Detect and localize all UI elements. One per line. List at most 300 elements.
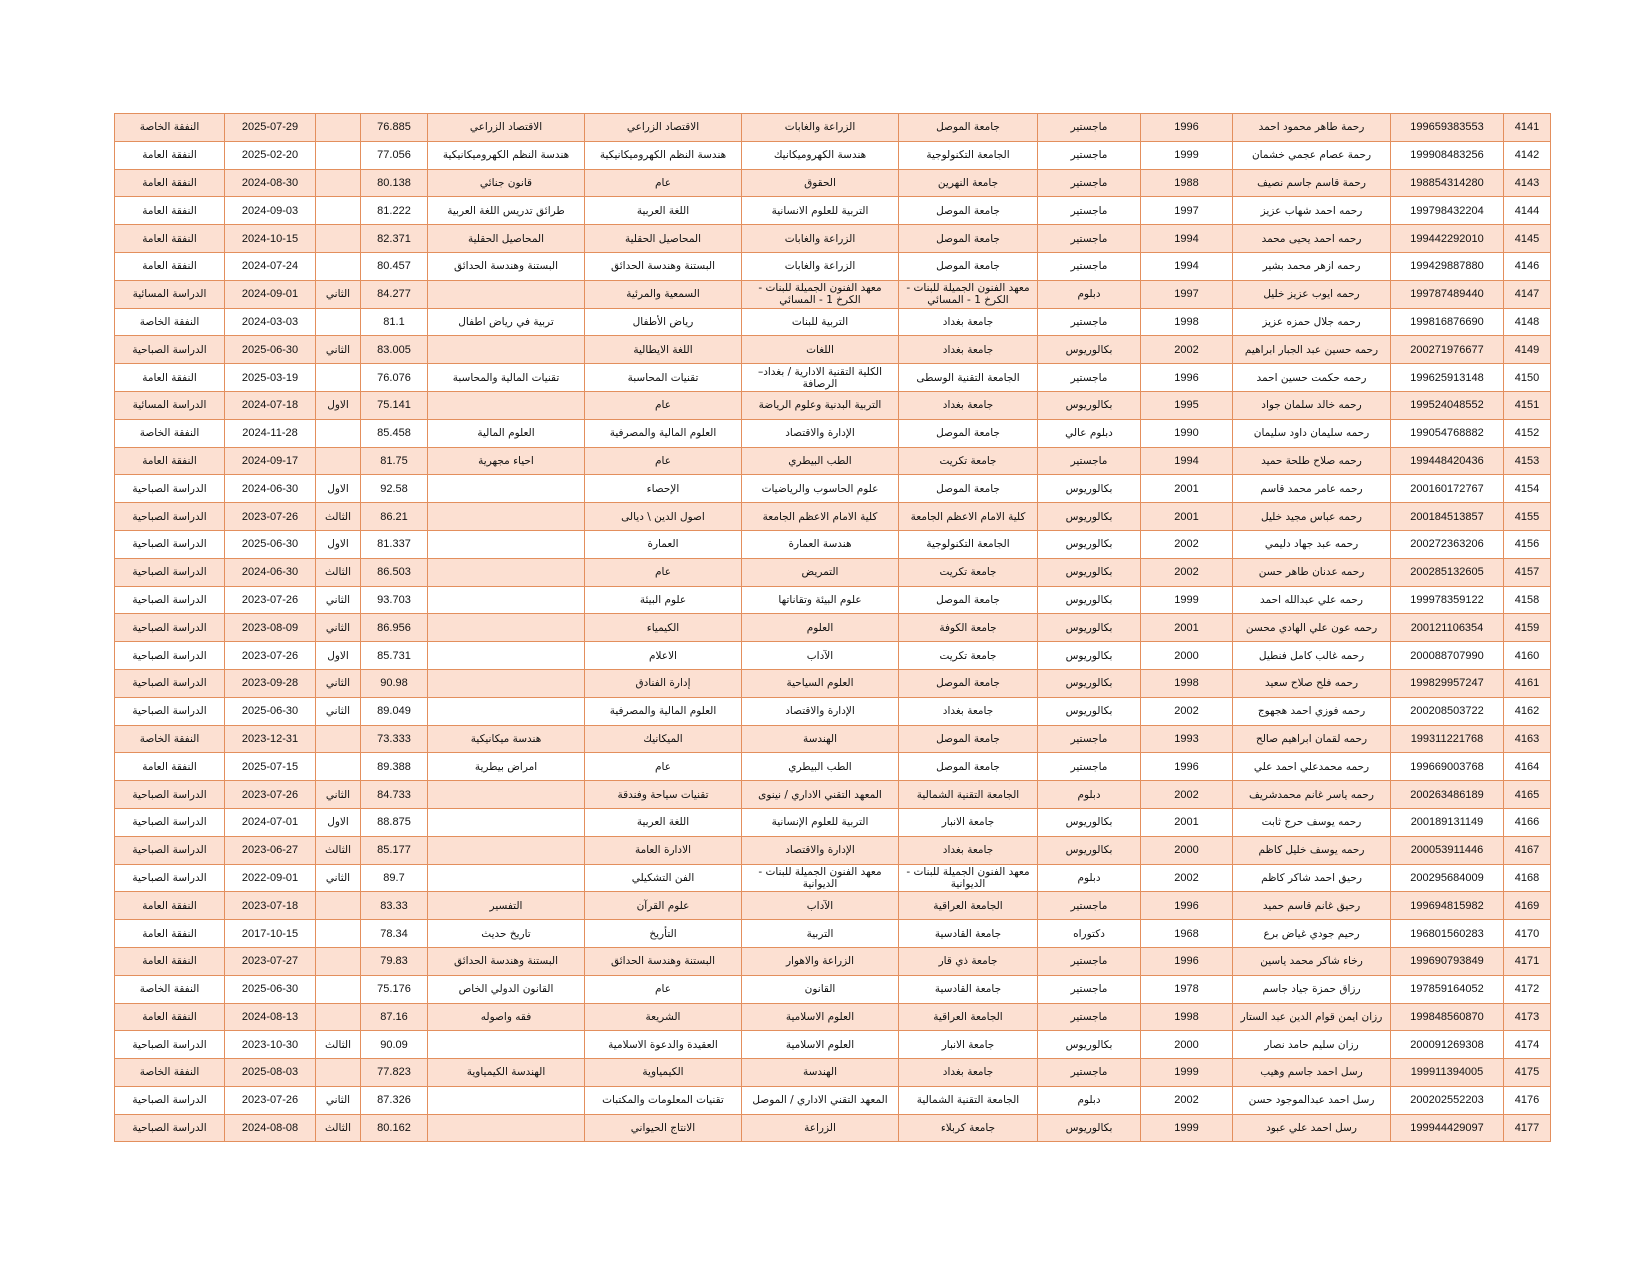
table-row [115, 558, 1551, 586]
cell-birth-year: 1996 [1141, 753, 1233, 781]
cell-department: الانتاج الحيواني [585, 1114, 742, 1142]
cell-study-type: النفقة العامة [115, 1003, 225, 1031]
cell-rank [316, 447, 361, 475]
table-row [115, 808, 1551, 836]
cell-grade-average: 86.503 [361, 558, 428, 586]
cell-study-type: الدراسة الصباحية [115, 836, 225, 864]
cell-college: الزراعة والغابات [742, 114, 899, 142]
cell-degree: ماجستير [1038, 1059, 1141, 1087]
cell-grade-average: 82.371 [361, 225, 428, 253]
cell-birth-year: 2002 [1141, 781, 1233, 809]
cell-grade-average: 86.21 [361, 503, 428, 531]
cell-national-id: 200091269308 [1391, 1031, 1504, 1059]
cell-department: عام [585, 169, 742, 197]
cell-full-name: رحمة قاسم جاسم نصيف [1233, 169, 1391, 197]
cell-birth-year: 1999 [1141, 141, 1233, 169]
cell-department: تقنيات المحاسبة [585, 364, 742, 392]
cell-degree: ماجستير [1038, 1003, 1141, 1031]
cell-degree: ماجستير [1038, 447, 1141, 475]
cell-grade-average: 84.733 [361, 781, 428, 809]
cell-seq-number: 4166 [1504, 808, 1551, 836]
cell-college: الآداب [742, 892, 899, 920]
cell-rank [316, 1059, 361, 1087]
cell-study-type: الدراسة الصباحية [115, 669, 225, 697]
cell-rank: الاول [316, 475, 361, 503]
cell-specialization: المحاصيل الحقلية [428, 225, 585, 253]
cell-study-type: النفقة العامة [115, 447, 225, 475]
cell-college: القانون [742, 975, 899, 1003]
cell-college: معهد الفنون الجميلة للبنات - الكرخ 1 - المسائي [742, 280, 899, 308]
cell-seq-number: 4164 [1504, 753, 1551, 781]
cell-grade-average: 87.16 [361, 1003, 428, 1031]
cell-study-type: الدراسة الصباحية [115, 614, 225, 642]
cell-university: جامعة الموصل [899, 225, 1038, 253]
cell-grade-average: 80.162 [361, 1114, 428, 1142]
cell-college: علوم الحاسوب والرياضيات [742, 475, 899, 503]
cell-graduation-date: 2024-07-24 [225, 252, 316, 280]
cell-graduation-date: 2024-06-30 [225, 475, 316, 503]
cell-department: الفن التشكيلي [585, 864, 742, 892]
cell-seq-number: 4174 [1504, 1031, 1551, 1059]
cell-seq-number: 4151 [1504, 391, 1551, 419]
cell-degree: ماجستير [1038, 947, 1141, 975]
cell-college: المعهد التقني الاداري / نينوى [742, 781, 899, 809]
cell-full-name: رحمه حسين عبد الجبار ابراهيم [1233, 336, 1391, 364]
cell-degree: ماجستير [1038, 364, 1141, 392]
cell-national-id: 200263486189 [1391, 781, 1504, 809]
cell-university: جامعة الموصل [899, 475, 1038, 503]
cell-specialization [428, 503, 585, 531]
cell-grade-average: 85.731 [361, 642, 428, 670]
cell-department: عام [585, 447, 742, 475]
table-row [115, 530, 1551, 558]
cell-university: جامعة الانبار [899, 808, 1038, 836]
cell-university: جامعة ذي قار [899, 947, 1038, 975]
cell-university: جامعة كربلاء [899, 1114, 1038, 1142]
cell-department: العمارة [585, 530, 742, 558]
cell-full-name: رخاء شاكر محمد ياسين [1233, 947, 1391, 975]
cell-birth-year: 2002 [1141, 530, 1233, 558]
cell-graduation-date: 2023-07-26 [225, 586, 316, 614]
cell-graduation-date: 2023-12-31 [225, 725, 316, 753]
cell-degree: ماجستير [1038, 197, 1141, 225]
cell-birth-year: 1998 [1141, 1003, 1233, 1031]
cell-graduation-date: 2024-09-17 [225, 447, 316, 475]
cell-seq-number: 4163 [1504, 725, 1551, 753]
cell-national-id: 200208503722 [1391, 697, 1504, 725]
cell-full-name: رحيق غانم قاسم حميد [1233, 892, 1391, 920]
cell-birth-year: 2000 [1141, 642, 1233, 670]
cell-seq-number: 4154 [1504, 475, 1551, 503]
cell-specialization [428, 808, 585, 836]
cell-college: معهد الفنون الجميلة للبنات - الديوانية [742, 864, 899, 892]
cell-national-id: 200202552203 [1391, 1086, 1504, 1114]
cell-rank [316, 308, 361, 336]
cell-study-type: الدراسة الصباحية [115, 1086, 225, 1114]
cell-degree: ماجستير [1038, 169, 1141, 197]
cell-degree: بكالوريوس [1038, 614, 1141, 642]
cell-full-name: رزان سليم حامد نصار [1233, 1031, 1391, 1059]
cell-birth-year: 2001 [1141, 614, 1233, 642]
cell-college: الطب البيطري [742, 447, 899, 475]
cell-department: الميكانيك [585, 725, 742, 753]
cell-grade-average: 89.049 [361, 697, 428, 725]
cell-college: التربية للعلوم الإنسانية [742, 808, 899, 836]
cell-university: جامعة الانبار [899, 1031, 1038, 1059]
table-row [115, 1031, 1551, 1059]
cell-study-type: الدراسة الصباحية [115, 558, 225, 586]
cell-birth-year: 1997 [1141, 280, 1233, 308]
cell-full-name: رسل احمد جاسم وهيب [1233, 1059, 1391, 1087]
cell-national-id: 199798432204 [1391, 197, 1504, 225]
cell-national-id: 200184513857 [1391, 503, 1504, 531]
cell-graduation-date: 2023-07-27 [225, 947, 316, 975]
cell-national-id: 199669003768 [1391, 753, 1504, 781]
table-row [115, 975, 1551, 1003]
cell-seq-number: 4150 [1504, 364, 1551, 392]
cell-degree: بكالوريوس [1038, 642, 1141, 670]
cell-grade-average: 81.75 [361, 447, 428, 475]
cell-degree: بكالوريوس [1038, 669, 1141, 697]
cell-seq-number: 4144 [1504, 197, 1551, 225]
cell-national-id: 199908483256 [1391, 141, 1504, 169]
cell-graduation-date: 2024-07-18 [225, 391, 316, 419]
cell-study-type: الدراسة الصباحية [115, 808, 225, 836]
cell-seq-number: 4176 [1504, 1086, 1551, 1114]
cell-college: التمريض [742, 558, 899, 586]
cell-specialization: تقنيات المالية والمحاسبة [428, 364, 585, 392]
table-row [115, 642, 1551, 670]
cell-full-name: رحمه احمد يحيى محمد [1233, 225, 1391, 253]
cell-degree: ماجستير [1038, 225, 1141, 253]
cell-birth-year: 1994 [1141, 225, 1233, 253]
cell-study-type: النفقة العامة [115, 169, 225, 197]
cell-rank: الثالث [316, 558, 361, 586]
cell-national-id: 200271976677 [1391, 336, 1504, 364]
cell-study-type: النفقة العامة [115, 920, 225, 948]
table-row [115, 1059, 1551, 1087]
cell-national-id: 199787489440 [1391, 280, 1504, 308]
cell-degree: ماجستير [1038, 975, 1141, 1003]
table-row [115, 725, 1551, 753]
cell-study-type: النفقة الخاصة [115, 1059, 225, 1087]
cell-college: الآداب [742, 642, 899, 670]
cell-rank [316, 419, 361, 447]
cell-university: جامعة الموصل [899, 586, 1038, 614]
cell-national-id: 199944429097 [1391, 1114, 1504, 1142]
cell-national-id: 197859164052 [1391, 975, 1504, 1003]
cell-department: السمعية والمرئية [585, 280, 742, 308]
cell-grade-average: 77.056 [361, 141, 428, 169]
cell-birth-year: 2001 [1141, 503, 1233, 531]
cell-seq-number: 4169 [1504, 892, 1551, 920]
cell-grade-average: 85.177 [361, 836, 428, 864]
cell-study-type: الدراسة الصباحية [115, 475, 225, 503]
cell-full-name: رحمه عباس مجيد خليل [1233, 503, 1391, 531]
cell-specialization [428, 1086, 585, 1114]
cell-grade-average: 80.138 [361, 169, 428, 197]
cell-department: تقنيات المعلومات والمكتبات [585, 1086, 742, 1114]
cell-birth-year: 1999 [1141, 586, 1233, 614]
cell-graduation-date: 2023-09-28 [225, 669, 316, 697]
cell-national-id: 199690793849 [1391, 947, 1504, 975]
cell-full-name: رحمه ايوب عزيز خليل [1233, 280, 1391, 308]
cell-department: العلوم المالية والمصرفية [585, 419, 742, 447]
cell-rank: الثاني [316, 336, 361, 364]
cell-national-id: 200121106354 [1391, 614, 1504, 642]
cell-college: العلوم الاسلامية [742, 1003, 899, 1031]
cell-full-name: رحمه احمد شهاب عزيز [1233, 197, 1391, 225]
cell-birth-year: 1995 [1141, 391, 1233, 419]
cell-grade-average: 81.222 [361, 197, 428, 225]
cell-full-name: رحمه فوزي احمد هجهوج [1233, 697, 1391, 725]
cell-college: الزراعة والغابات [742, 225, 899, 253]
cell-national-id: 200285132605 [1391, 558, 1504, 586]
cell-graduation-date: 2025-06-30 [225, 530, 316, 558]
cell-degree: بكالوريوس [1038, 1031, 1141, 1059]
cell-college: التربية البدنية وعلوم الرياضة [742, 391, 899, 419]
cell-specialization: هندسة ميكانيكية [428, 725, 585, 753]
cell-grade-average: 90.98 [361, 669, 428, 697]
cell-university: جامعة الموصل [899, 725, 1038, 753]
cell-specialization: البستنة وهندسة الحدائق [428, 252, 585, 280]
table-row [115, 836, 1551, 864]
cell-grade-average: 93.703 [361, 586, 428, 614]
cell-specialization: هندسة النظم الكهروميكانيكية [428, 141, 585, 169]
cell-birth-year: 1994 [1141, 252, 1233, 280]
table-row [115, 1114, 1551, 1142]
cell-university: جامعة بغداد [899, 308, 1038, 336]
cell-department: تقنيات سياحة وفندقة [585, 781, 742, 809]
cell-specialization: البستنة وهندسة الحدائق [428, 947, 585, 975]
cell-specialization [428, 864, 585, 892]
cell-graduation-date: 2025-06-30 [225, 336, 316, 364]
cell-seq-number: 4167 [1504, 836, 1551, 864]
cell-degree: بكالوريوس [1038, 503, 1141, 531]
cell-specialization [428, 614, 585, 642]
cell-university: جامعة الموصل [899, 669, 1038, 697]
cell-specialization [428, 530, 585, 558]
table-row [115, 614, 1551, 642]
cell-department: المحاصيل الحقلية [585, 225, 742, 253]
cell-birth-year: 2002 [1141, 1086, 1233, 1114]
cell-grade-average: 90.09 [361, 1031, 428, 1059]
cell-rank [316, 920, 361, 948]
cell-rank: الثالث [316, 1031, 361, 1059]
cell-rank [316, 947, 361, 975]
cell-rank [316, 1003, 361, 1031]
cell-university: معهد الفنون الجميلة للبنات - الكرخ 1 - المسائي [899, 280, 1038, 308]
cell-grade-average: 79.83 [361, 947, 428, 975]
cell-department: علوم القرآن [585, 892, 742, 920]
cell-grade-average: 75.176 [361, 975, 428, 1003]
cell-study-type: الدراسة الصباحية [115, 697, 225, 725]
cell-graduation-date: 2024-08-30 [225, 169, 316, 197]
cell-department: الكيمياء [585, 614, 742, 642]
cell-rank: الثاني [316, 864, 361, 892]
cell-grade-average: 87.326 [361, 1086, 428, 1114]
cell-full-name: رحمه عون علي الهادي محسن [1233, 614, 1391, 642]
cell-full-name: رحمه جلال حمزه عزيز [1233, 308, 1391, 336]
cell-full-name: رحمه يوسف خليل كاظم [1233, 836, 1391, 864]
cell-university: جامعة تكريت [899, 558, 1038, 586]
cell-degree: بكالوريوس [1038, 391, 1141, 419]
cell-degree: بكالوريوس [1038, 697, 1141, 725]
cell-department: العلوم المالية والمصرفية [585, 697, 742, 725]
cell-department: البستنة وهندسة الحدائق [585, 947, 742, 975]
cell-college: الإدارة والاقتصاد [742, 697, 899, 725]
cell-rank: الثاني [316, 781, 361, 809]
cell-full-name: رحمه سليمان داود سليمان [1233, 419, 1391, 447]
table-row [115, 391, 1551, 419]
cell-specialization [428, 280, 585, 308]
cell-full-name: رزاق حمزة جياد جاسم [1233, 975, 1391, 1003]
cell-national-id: 199848560870 [1391, 1003, 1504, 1031]
cell-degree: بكالوريوس [1038, 558, 1141, 586]
cell-rank: الثالث [316, 1114, 361, 1142]
cell-graduation-date: 2023-07-26 [225, 642, 316, 670]
cell-study-type: الدراسة الصباحية [115, 336, 225, 364]
cell-national-id: 199524048552 [1391, 391, 1504, 419]
cell-specialization: الهندسة الكيمياوية [428, 1059, 585, 1087]
table-row [115, 225, 1551, 253]
cell-rank: الثاني [316, 280, 361, 308]
cell-rank: الاول [316, 391, 361, 419]
cell-graduation-date: 2023-07-18 [225, 892, 316, 920]
cell-national-id: 199448420436 [1391, 447, 1504, 475]
cell-college: الهندسة [742, 1059, 899, 1087]
cell-college: الزراعة [742, 1114, 899, 1142]
cell-college: اللغات [742, 336, 899, 364]
cell-college: العلوم الاسلامية [742, 1031, 899, 1059]
cell-college: التربية للبنات [742, 308, 899, 336]
cell-seq-number: 4157 [1504, 558, 1551, 586]
table-row [115, 1003, 1551, 1031]
cell-seq-number: 4143 [1504, 169, 1551, 197]
cell-grade-average: 88.875 [361, 808, 428, 836]
cell-full-name: رحمه عدنان طاهر حسن [1233, 558, 1391, 586]
cell-national-id: 199659383553 [1391, 114, 1504, 142]
cell-birth-year: 1988 [1141, 169, 1233, 197]
cell-rank [316, 753, 361, 781]
cell-university: جامعة الموصل [899, 197, 1038, 225]
cell-degree: بكالوريوس [1038, 475, 1141, 503]
cell-graduation-date: 2022-09-01 [225, 864, 316, 892]
cell-national-id: 199054768882 [1391, 419, 1504, 447]
cell-specialization: فقه واصوله [428, 1003, 585, 1031]
cell-birth-year: 1994 [1141, 447, 1233, 475]
table-row [115, 586, 1551, 614]
cell-department: العقيدة والدعوة الاسلامية [585, 1031, 742, 1059]
cell-graduation-date: 2023-10-30 [225, 1031, 316, 1059]
cell-birth-year: 2000 [1141, 836, 1233, 864]
cell-full-name: رحمة عصام عجمي خشمان [1233, 141, 1391, 169]
table-row [115, 169, 1551, 197]
table-row [115, 141, 1551, 169]
cell-graduation-date: 2025-06-30 [225, 975, 316, 1003]
cell-college: العلوم السياحية [742, 669, 899, 697]
cell-university: جامعة القادسية [899, 920, 1038, 948]
cell-rank [316, 114, 361, 142]
cell-national-id: 200088707990 [1391, 642, 1504, 670]
cell-department: اللغة الايطالية [585, 336, 742, 364]
cell-rank [316, 892, 361, 920]
table-row [115, 197, 1551, 225]
cell-specialization [428, 391, 585, 419]
cell-college: هندسة العمارة [742, 530, 899, 558]
cell-grade-average: 85.458 [361, 419, 428, 447]
cell-seq-number: 4156 [1504, 530, 1551, 558]
cell-department: اصول الدين \ ديالى [585, 503, 742, 531]
table-row [115, 1086, 1551, 1114]
cell-full-name: رحمه علي عبدالله احمد [1233, 586, 1391, 614]
cell-university: الجامعة التقنية الشمالية [899, 1086, 1038, 1114]
cell-full-name: رحيم جودي غياض برع [1233, 920, 1391, 948]
cell-specialization [428, 586, 585, 614]
cell-specialization: التفسير [428, 892, 585, 920]
cell-birth-year: 1997 [1141, 197, 1233, 225]
cell-grade-average: 83.33 [361, 892, 428, 920]
cell-rank: الثاني [316, 1086, 361, 1114]
cell-university: الجامعة العراقية [899, 892, 1038, 920]
cell-national-id: 199694815982 [1391, 892, 1504, 920]
cell-college: الزراعة والغابات [742, 252, 899, 280]
cell-national-id: 199816876690 [1391, 308, 1504, 336]
cell-department: اللغة العربية [585, 808, 742, 836]
table-row [115, 920, 1551, 948]
cell-rank [316, 197, 361, 225]
cell-seq-number: 4165 [1504, 781, 1551, 809]
cell-college: الحقوق [742, 169, 899, 197]
cell-grade-average: 86.956 [361, 614, 428, 642]
cell-specialization: القانون الدولي الخاص [428, 975, 585, 1003]
cell-seq-number: 4159 [1504, 614, 1551, 642]
cell-study-type: النفقة الخاصة [115, 975, 225, 1003]
cell-study-type: النفقة العامة [115, 225, 225, 253]
cell-national-id: 196801560283 [1391, 920, 1504, 948]
cell-degree: بكالوريوس [1038, 808, 1141, 836]
cell-national-id: 199429887880 [1391, 252, 1504, 280]
cell-study-type: الدراسة الصباحية [115, 781, 225, 809]
cell-degree: دكتوراه [1038, 920, 1141, 948]
cell-seq-number: 4160 [1504, 642, 1551, 670]
cell-seq-number: 4148 [1504, 308, 1551, 336]
table-row [115, 947, 1551, 975]
cell-university: الجامعة التكنولوجية [899, 141, 1038, 169]
cell-degree: ماجستير [1038, 252, 1141, 280]
cell-university: كلية الامام الاعظم الجامعة [899, 503, 1038, 531]
cell-full-name: رحمه عبد جهاد دليمي [1233, 530, 1391, 558]
cell-full-name: رحمه صلاح طلحة حميد [1233, 447, 1391, 475]
cell-study-type: الدراسة المسائية [115, 280, 225, 308]
cell-specialization [428, 558, 585, 586]
cell-birth-year: 1978 [1141, 975, 1233, 1003]
cell-national-id: 199311221768 [1391, 725, 1504, 753]
cell-birth-year: 1998 [1141, 669, 1233, 697]
cell-national-id: 199911394005 [1391, 1059, 1504, 1087]
cell-study-type: النفقة العامة [115, 252, 225, 280]
cell-grade-average: 73.333 [361, 725, 428, 753]
table-row [115, 419, 1551, 447]
cell-college: هندسة الكهروميكانيك [742, 141, 899, 169]
cell-department: الكيمياوية [585, 1059, 742, 1087]
cell-specialization: تربية في رياض اطفال [428, 308, 585, 336]
cell-birth-year: 2002 [1141, 697, 1233, 725]
cell-rank: الاول [316, 642, 361, 670]
cell-department: عام [585, 753, 742, 781]
cell-graduation-date: 2024-03-03 [225, 308, 316, 336]
data-table [114, 113, 1551, 1142]
